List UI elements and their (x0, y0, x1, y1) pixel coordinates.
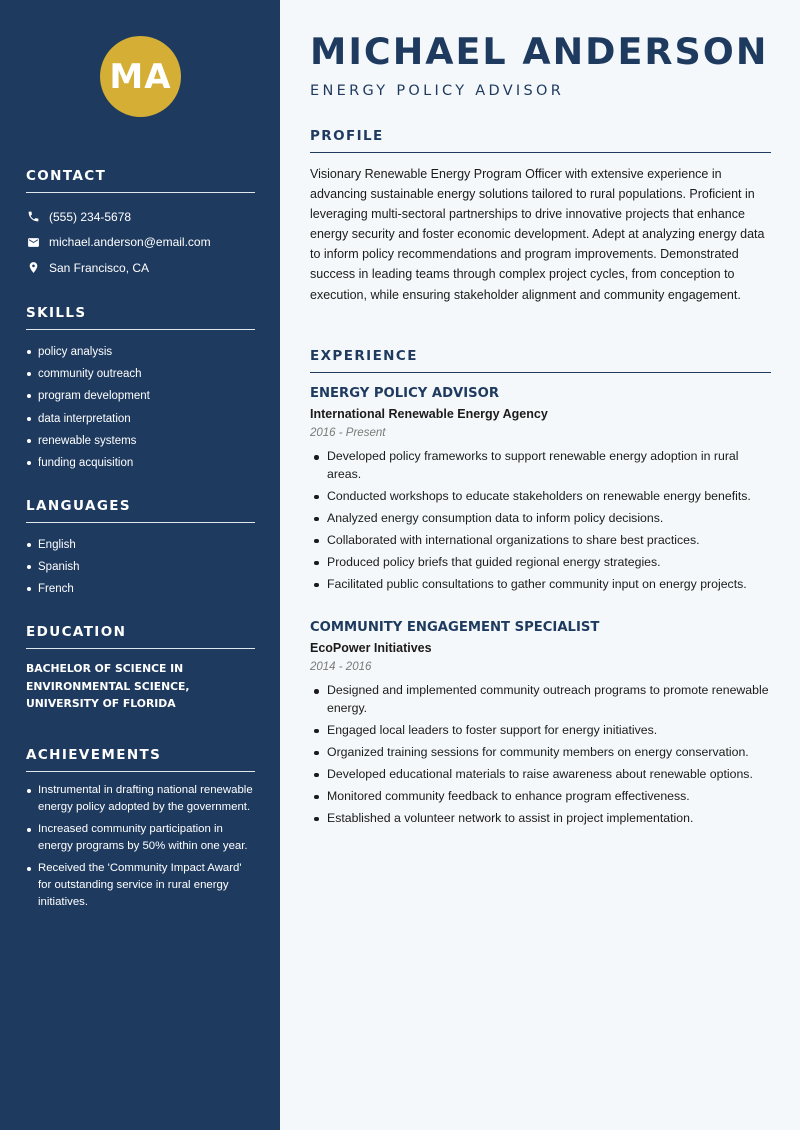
job-bullet: Conducted workshops to educate stakeholders on renewable energy benefits. (310, 488, 771, 506)
languages-list (26, 534, 255, 601)
sidebar (0, 0, 280, 1130)
experience-heading: EXPERIENCE (310, 348, 771, 373)
job-title: COMMUNITY ENGAGEMENT SPECIALIST (310, 620, 600, 635)
language-item: English (26, 534, 255, 556)
profile-text: Visionary Renewable Energy Program Officer with extensive experience in advancing sustainable energy solutions tailored to rural populations. Proficient in leveraging multi-sectoral partnerships to drive innovative projects that enhance energy security and foster economic development. Adept at analyzing energy data to inform policy recommendations and program improvements. Demonstrated success in leading teams through complex project cycles, from conception to execution, while ensuring stakeholder alignment and community engagement. (310, 167, 765, 302)
candidate-title: ENERGY POLICY ADVISOR (310, 83, 565, 99)
skills-section (26, 305, 255, 474)
achievement-item: Instrumental in drafting national renewable energy policy adopted by the government. (26, 782, 255, 816)
avatar-initials: MA (109, 56, 172, 97)
skills-list (26, 341, 255, 474)
education-heading: EDUCATION (26, 624, 255, 649)
languages-section (26, 498, 255, 601)
achievements-list (26, 782, 255, 911)
job-dates: 2014 - 2016 (310, 661, 372, 673)
job-bullet: Monitored community feedback to enhance program effectiveness. (310, 788, 771, 806)
achievements-heading: ACHIEVEMENTS (26, 747, 255, 772)
contact-email-text: michael.anderson@email.com (49, 235, 211, 250)
contact-section (26, 168, 255, 281)
job-company: International Renewable Energy Agency (310, 407, 548, 421)
skill-item: data interpretation (26, 408, 255, 430)
job-bullet: Designed and implemented community outreach programs to promote renewable energy. (310, 682, 771, 717)
language-item: French (26, 578, 255, 600)
job-bullets (310, 448, 771, 593)
job-bullet: Established a volunteer network to assist in project implementation. (310, 810, 771, 828)
candidate-name: MICHAEL ANDERSON (310, 30, 769, 73)
contact-email (26, 230, 255, 256)
profile-heading: PROFILE (310, 128, 771, 153)
job-bullet: Developed educational materials to raise awareness about renewable options. (310, 766, 771, 784)
job-bullet: Engaged local leaders to foster support for energy initiatives. (310, 722, 771, 740)
location-pin-icon (26, 261, 40, 275)
language-item: Spanish (26, 556, 255, 578)
job-bullets (310, 682, 771, 827)
email-icon (26, 235, 40, 249)
avatar (100, 36, 181, 117)
skill-item: program development (26, 385, 255, 407)
skill-item: renewable systems (26, 430, 255, 452)
contact-location-text: San Francisco, CA (49, 260, 150, 275)
job-bullet: Analyzed energy consumption data to inform policy decisions. (310, 510, 771, 528)
job-company: EcoPower Initiatives (310, 641, 432, 655)
job-dates: 2016 - Present (310, 427, 386, 439)
achievement-item: Received the 'Community Impact Award' for outstanding service in rural energy initiatives. (26, 860, 255, 911)
contact-list (26, 204, 255, 281)
job-entry (310, 386, 771, 598)
achievement-item: Increased community participation in energy programs by 50% within one year. (26, 821, 255, 855)
contact-location (26, 255, 255, 281)
phone-icon (26, 210, 40, 224)
job-bullet: Facilitated public consultations to gather community input on energy projects. (310, 576, 771, 594)
skills-heading: SKILLS (26, 305, 255, 330)
skill-item: policy analysis (26, 341, 255, 363)
contact-phone (26, 204, 255, 230)
achievements-section (26, 747, 255, 916)
job-title: ENERGY POLICY ADVISOR (310, 386, 500, 401)
education-section (26, 624, 255, 713)
experience-section (310, 348, 771, 373)
education-degree: BACHELOR OF SCIENCE IN ENVIRONMENTAL SCIENCE, UNIVERSITY OF FLORIDA (26, 662, 190, 710)
job-bullet: Produced policy briefs that guided regional energy strategies. (310, 554, 771, 572)
job-bullet: Developed policy frameworks to support renewable energy adoption in rural areas. (310, 448, 771, 483)
profile-section (310, 128, 771, 305)
job-entry (310, 620, 771, 832)
job-bullet: Organized training sessions for community members on energy conservation. (310, 744, 771, 762)
contact-heading: CONTACT (26, 168, 255, 193)
job-bullet: Collaborated with international organizations to share best practices. (310, 532, 771, 550)
skill-item: community outreach (26, 363, 255, 385)
contact-phone-text: (555) 234-5678 (49, 209, 132, 224)
languages-heading: LANGUAGES (26, 498, 255, 523)
skill-item: funding acquisition (26, 452, 255, 474)
